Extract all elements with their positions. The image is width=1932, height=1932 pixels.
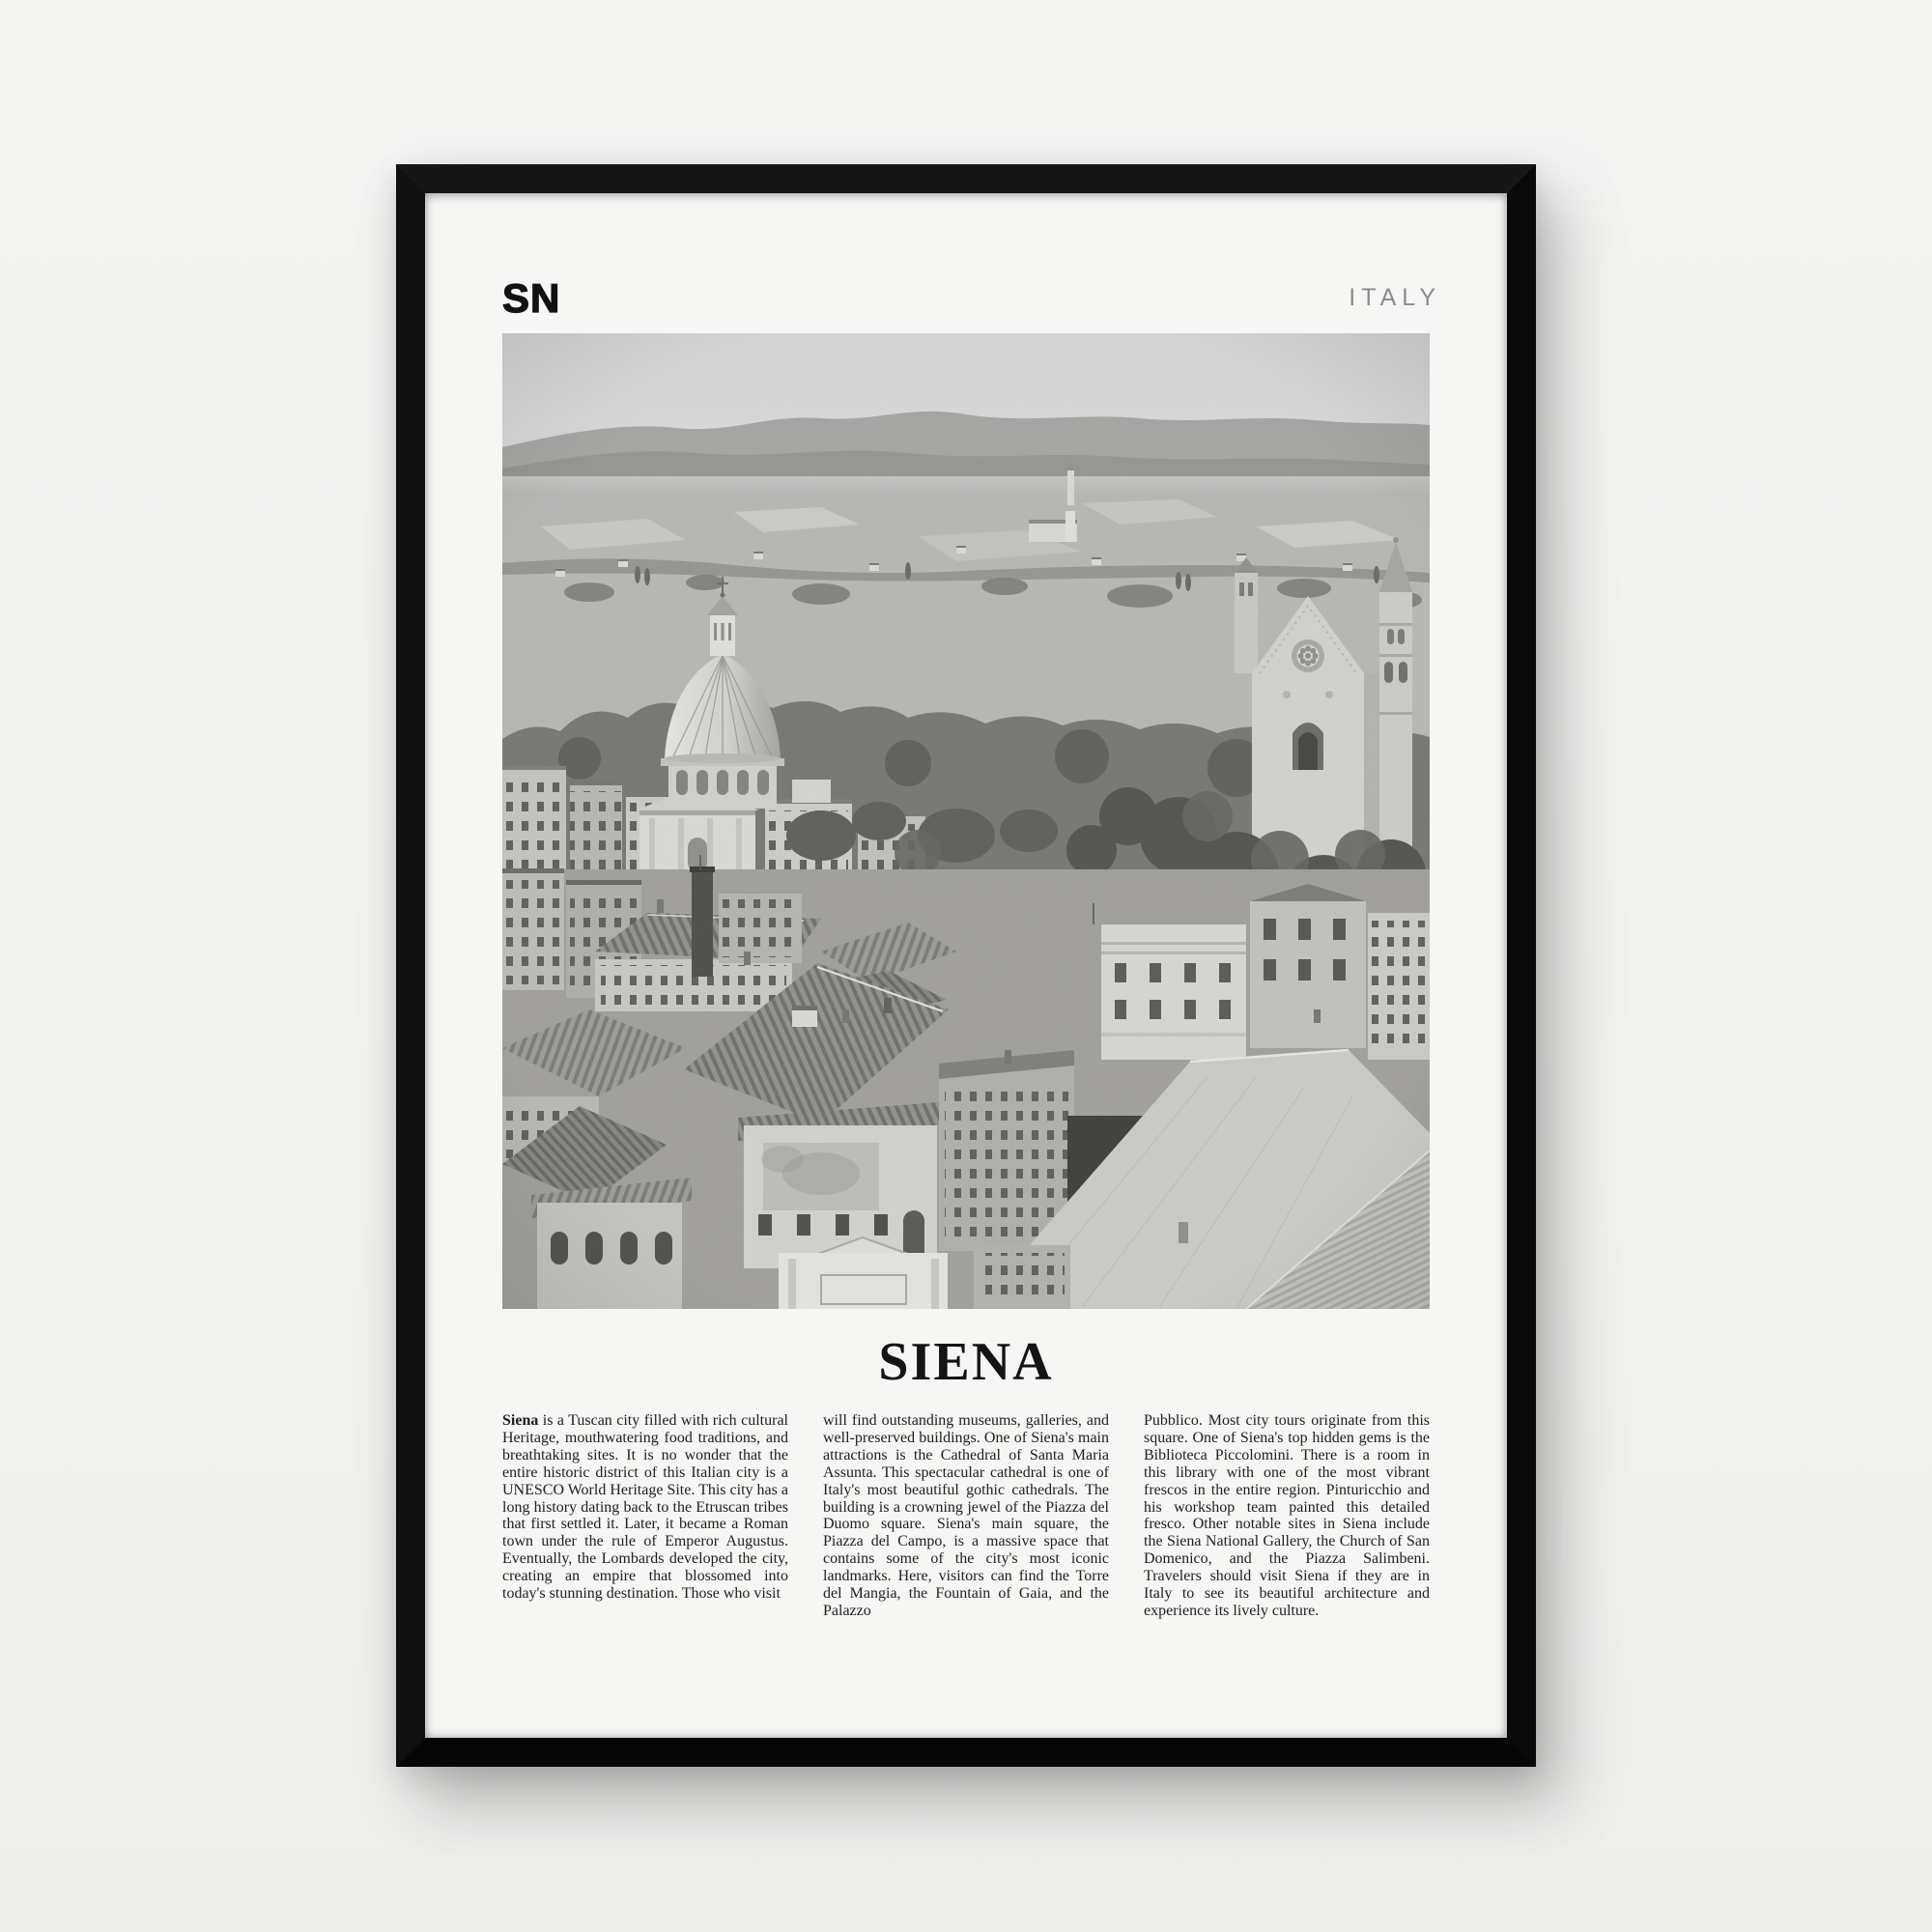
text-column-3 [1144,1412,1430,1620]
body-text [502,1412,1430,1620]
column-1-text: is a Tuscan city filled with rich cultural Heritage, mouthwatering food traditions, and breathtaking sites. It is no wonder that the entire historic district of this Italian city is a UNESCO World Heritage Site. This city has a long history dating back to the Etruscan tribes that first settled it. Later, it became a Roman town under the rule of Emperor Augustus. Eventually, the Lombards developed the city, creating an empire that blossomed into today's stunning destination. Those who visit [502,1412,788,1603]
picture-frame [396,164,1536,1767]
lead-word: Siena [502,1412,539,1429]
country-label: ITALY [1349,284,1441,311]
column-2-text: will find outstanding museums, galleries, and well-preserved buildings. One of Siena's main attractions is the Cathedral of Santa Maria Assunta. This spectacular cathedral is one of Italy's most beautiful gothic cathedrals. The building is a crowning jewel of the Piazza del Duomo square. Siena's main square, the Piazza del Campo, is a massive space that contains some of the city's most iconic landmarks. Here, visitors can find the Torre del Mangia, the Fountain of Gaia, and the Palazzo [823,1412,1109,1619]
text-column-1 [502,1412,788,1620]
poster [425,193,1507,1738]
city-photo-illustration [502,333,1430,1309]
text-column-2 [823,1412,1109,1620]
siena-photo [502,333,1430,1309]
poster-title: SIENA [878,1332,1054,1392]
column-3-text: Pubblico. Most city tours originate from this square. One of Siena's top hidden gems is the Biblioteca Piccolomini. There is a room in this library with one of the most vibrant frescos in the entire region. Pinturicchio and his workshop team painted this detailed fresco. Other notable sites in Siena include the Siena National Gallery, the Church of San Domenico, and the Piazza Salimbeni. Travelers should visit Siena if they are in Italy to see its beautiful architecture and experience its lively culture. [1144,1412,1430,1619]
poster-logo: SN [502,275,561,321]
